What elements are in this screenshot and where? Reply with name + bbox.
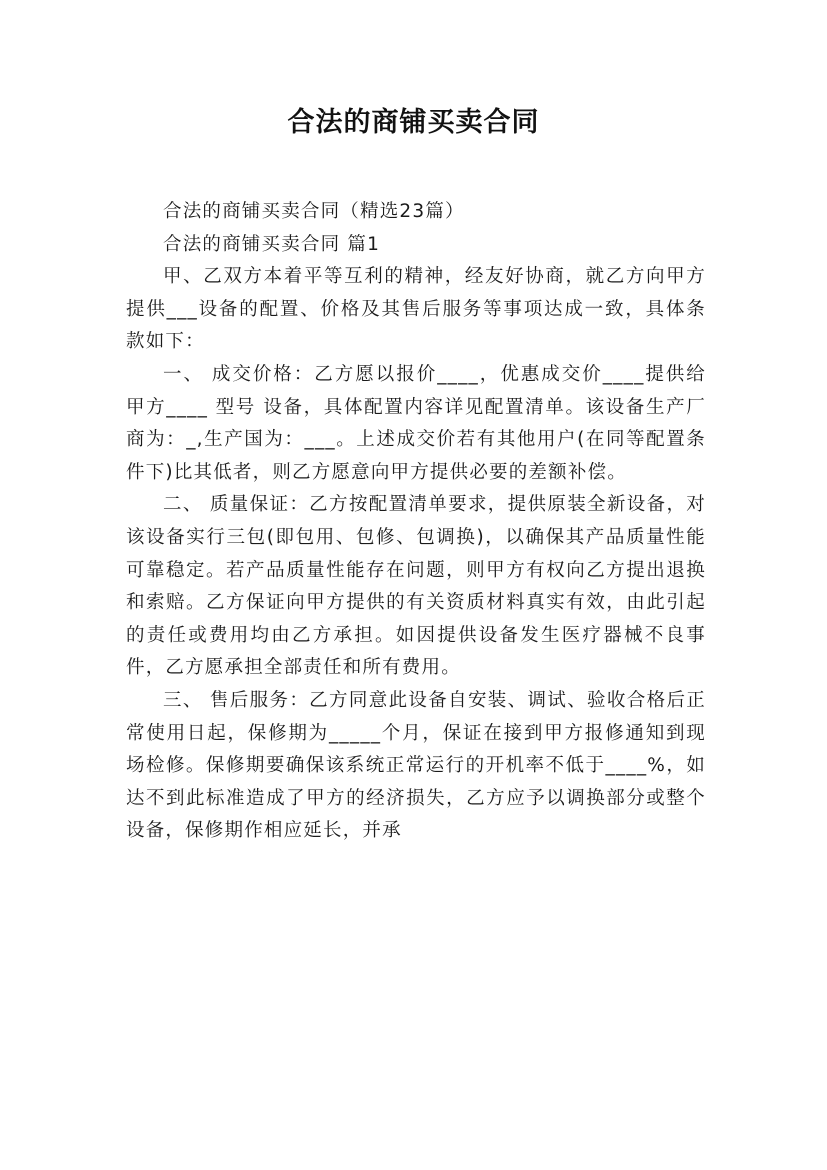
paragraph-subtitle: 合法的商铺买卖合同（精选23篇） <box>163 201 465 222</box>
document-body <box>126 196 706 848</box>
paragraph-clause-price: 一、 成交价格：乙方愿以报价____，优惠成交价____提供给甲方____ 型号 设备，具体配置内容详见配置清单。该设备生产厂商为：_,生产国为：___。上述成交价若有其他用户(在同等配置条件下)比其低者，则乙方愿意向甲方提供必要的差额补偿。 <box>126 363 706 483</box>
paragraph-clause-quality: 二、 质量保证：乙方按配置清单要求，提供原装全新设备，对该设备实行三包(即包用、包修、包调换)，以确保其产品质量性能可靠稳定。若产品质量性能存在问题，则甲方有权向乙方提出退换和索赔。乙方保证向甲方提供的有关资质材料真实有效，由此引起的责任或费用均由乙方承担。如因提供设备发生医疗器械不良事件，乙方愿承担全部责任和所有费用。 <box>126 494 706 679</box>
paragraph-clause-service: 三、 售后服务：乙方同意此设备自安装、调试、验收合格后正常使用日起，保修期为_____个月，保证在接到甲方报修通知到现场检修。保修期要确保该系统正常运行的开机率不低于____%，如达不到此标准造成了甲方的经济损失，乙方应予以调换部分或整个设备，保修期作相应延长，并承 <box>126 689 706 842</box>
paragraph-intro: 甲、乙双方本着平等互利的精神，经友好协商，就乙方向甲方提供___设备的配置、价格及其售后服务等事项达成一致，具体条款如下： <box>126 266 706 353</box>
paragraph-section-heading: 合法的商铺买卖合同 篇1 <box>163 233 381 255</box>
document-title: 合法的商铺买卖合同 <box>287 107 540 138</box>
